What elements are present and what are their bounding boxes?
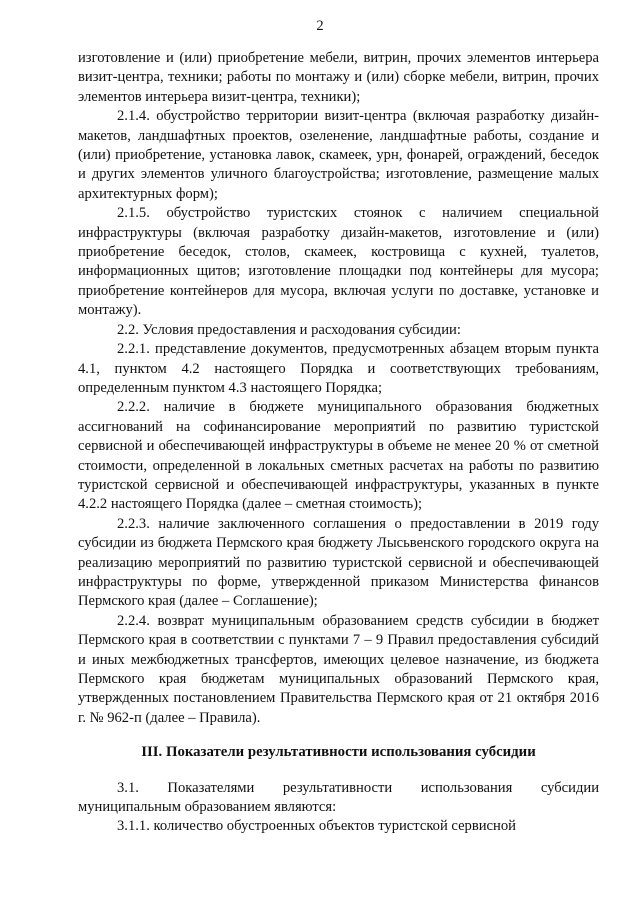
paragraph-2-2-3: 2.2.3. наличие заключенного соглашения о предоставлении в 2019 году субсидии из бюджета Пермского края бюджету Лысьвенского городского округа на реализацию мероприятий по развитию туристской сервисной и обеспечивающей инфраструктуры по форме, утвержденной приказом Министерства финансов Пермского края (далее – Соглашение); xyxy=(78,515,599,610)
paragraph-2-2-4: 2.2.4. возврат муниципальным образованием средств субсидии в бюджет Пермского края в соответствии с пунктами 7 – 9 Правил предоставления субсидий и иных межбюджетных трансфертов, имеющих целевое назначение, из бюджета Пермского края бюджетам муниципальных образований Пермского края, утвержденных постановлением Правительства Пермского края от 21 октября 2016 г. № 962-п (далее – Правила). xyxy=(78,612,599,726)
paragraph-2-2: 2.2. Условия предоставления и расходования субсидии: xyxy=(117,321,461,338)
page-number: 2 xyxy=(316,18,324,34)
section-heading: III. Показатели результативности использования субсидии xyxy=(141,744,536,761)
document-body xyxy=(78,49,599,837)
paragraph-cont: изготовление и (или) приобретение мебели, витрин, прочих элементов интерьера визит-центра, техники; работы по монтажу и (или) сборке мебели, витрин, прочих элементов интерьера визит-центра, техники); xyxy=(78,50,599,105)
paragraph-3-1-1: 3.1.1. количество обустроенных объектов туристской сервисной xyxy=(117,818,516,835)
paragraph-2-2-1: 2.2.1. представление документов, предусмотренных абзацем вторым пункта 4.1, пунктом 4.2 настоящего Порядка и соответствующих требованиям, определенным пунктом 4.3 настоящего Порядка; xyxy=(78,341,599,396)
paragraph-2-1-5: 2.1.5. обустройство туристских стоянок с наличием специальной инфраструктуры (включая разработку дизайн-макетов, изготовление и (или) приобретение беседок, столов, скамеек, костровища с кухней, туалетов, информационных щитов; изготовление площадки под контейнеры для мусора; приобретение контейнеров для мусора, включая услуги по доставке, установке и монтажу). xyxy=(78,205,599,319)
paragraphs-after-heading xyxy=(78,779,599,837)
paragraphs-before-heading xyxy=(78,49,599,728)
paragraph-3-1: 3.1. Показателями результативности использования субсидии муниципальным образованием являются: xyxy=(78,779,599,816)
paragraph-2-2-2: 2.2.2. наличие в бюджете муниципального образования бюджетных ассигнований на софинансирование мероприятий по развитию туристской сервисной и обеспечивающей инфраструктуры в объеме не менее 20 % от сметной стоимости, определенной в локальных сметных расчетах на работы по развитию туристской сервисной и обеспечивающей инфраструктуры, указанных в пункте 4.2.2 настоящего Порядка (далее – сметная стоимость); xyxy=(78,399,599,513)
paragraph-2-1-4: 2.1.4. обустройство территории визит-центра (включая разработку дизайн-макетов, ландшафтных проектов, озеленение, ландшафтные работы, создание и (или) приобретение, установка лавок, скамеек, урн, фонарей, ограждений, беседок и других элементов уличного благоустройства; изготовление, размещение малых архитектурных форм); xyxy=(78,108,599,202)
